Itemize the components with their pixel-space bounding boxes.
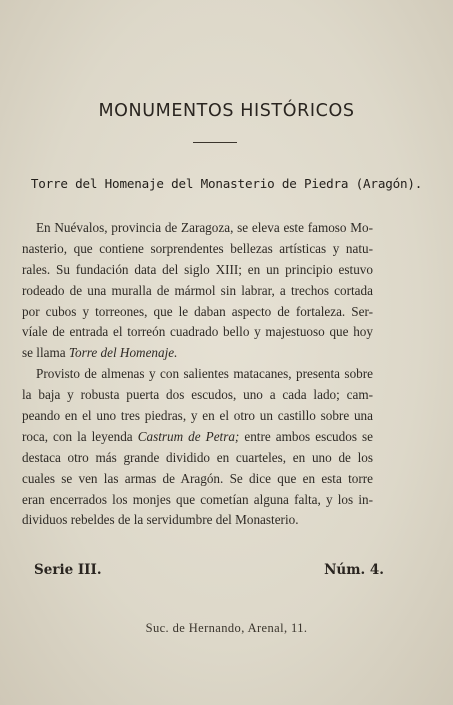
paragraph-2-line-4-end: entre ambos escudos se: [239, 428, 373, 444]
document-subtitle: Torre del Homenaje del Monasterio de Piedra (Aragón).: [30, 176, 423, 191]
paragraph-1-line-1: En Nuévalos, provincia de Zaragoza, se eleva este famoso Mo-: [36, 220, 373, 235]
paragraph-1-line-3: rales. Su fundación data del siglo XIII; en un principio estuvo: [22, 261, 373, 277]
number-label: Núm. 4.: [324, 562, 384, 578]
series-label: Serie III.: [34, 562, 102, 578]
paragraph-2-line-4: [22, 427, 373, 448]
paragraph-2-line-3: peando en el uno tres piedras, y en el otro un castillo sobre una: [22, 408, 373, 424]
page-title: MONUMENTOS HISTÓRICOS: [98, 101, 355, 121]
italic-term-torre-del-homenaje: Torre del Homenaje.: [68, 345, 178, 361]
paragraph-2-line-1: Provisto de almenas y con salientes matacanes, presenta sobre: [36, 366, 373, 382]
paragraph-2-line-4-start: roca, con la leyenda: [22, 428, 138, 444]
body-text: [22, 218, 373, 531]
paragraph-2-line-2: la baja y robusta puerta dos escudos, uno a cada lado; cam-: [22, 387, 373, 403]
italic-term-castrum-de-petra: Castrum de Petra;: [137, 428, 240, 444]
paragraph-2-line-8: dividuos rebeldes de la servidumbre del Monasterio.: [22, 512, 299, 528]
paragraph-2-line-7: eran encerrados los monjes que cometían alguna falta, y los in-: [22, 491, 373, 507]
paragraph-1-line-5: por cubos y torreones, que le daban aspecto de fortaleza. Ser-: [22, 303, 373, 319]
paragraph-1-line-7-text: se llama: [22, 345, 69, 361]
paragraph-2-line-5: destaca otro más grande dividido en cuarteles, en uno de los: [22, 449, 373, 465]
paragraph-1-line-4: rodeado de una muralla de mármol sin labrar, a trechos cortada: [22, 282, 373, 298]
paragraph-1-line-7: [22, 343, 373, 364]
paragraph-1-line-2: nasterio, que contiene sorprendentes bellezas artísticas y natu-: [22, 240, 373, 256]
publisher-imprint: Suc. de Hernando, Arenal, 11.: [145, 621, 308, 635]
paragraph-1-line-6: víale de entrada el torreón cuadrado bello y majestuoso que hoy: [22, 324, 373, 340]
paragraph-2-line-6: cuales se ven las armas de Aragón. Se dice que en esta torre: [22, 470, 373, 486]
title-divider: [193, 142, 237, 143]
